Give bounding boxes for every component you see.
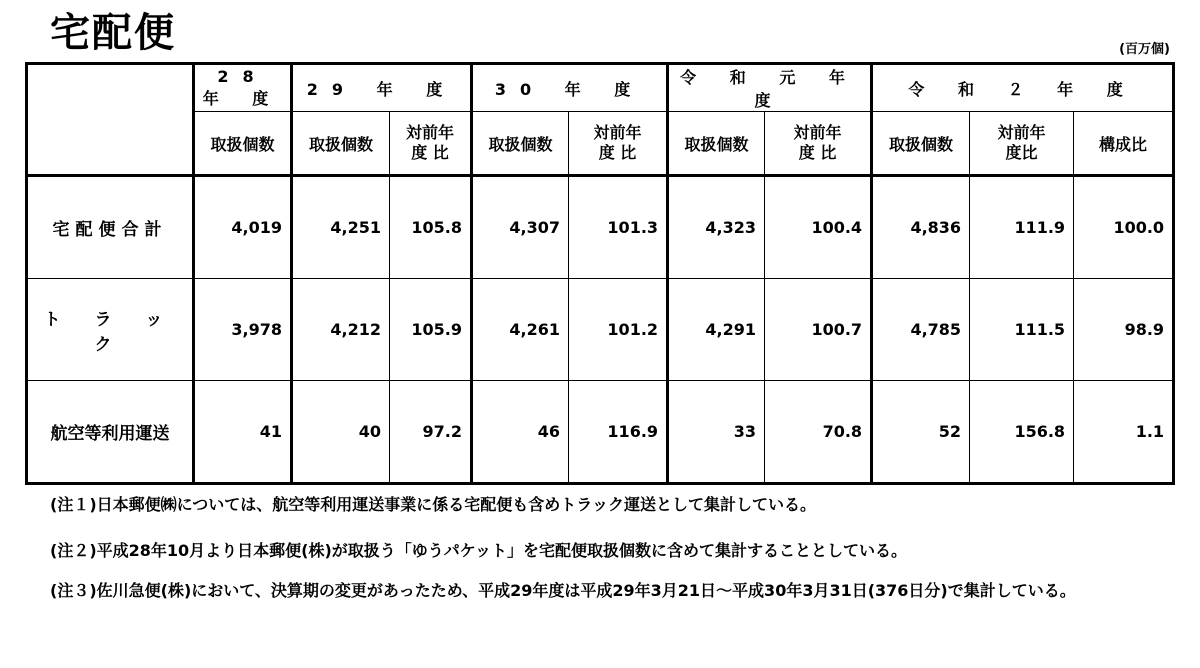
subheader-handled: 取扱個数 bbox=[292, 112, 390, 176]
notes bbox=[50, 494, 1180, 602]
note-3: (注３)佐川急便(株)において、決算期の変更があったため、平成29年度は平成29年3月21日～平成30年3月31日(376日分)で集計している。 bbox=[50, 581, 1076, 600]
table-cell: 4,212 bbox=[292, 279, 390, 381]
table-cell: 4,251 bbox=[292, 176, 390, 279]
year-header-r2: 令 和 ２ 年 度 bbox=[872, 64, 1174, 112]
table-row bbox=[27, 381, 1174, 484]
table-cell: 41 bbox=[194, 381, 292, 484]
subheader-composition: 構成比 bbox=[1074, 112, 1174, 176]
table-cell: 4,261 bbox=[472, 279, 569, 381]
table-cell: 4,291 bbox=[668, 279, 765, 381]
table-cell: 156.8 bbox=[970, 381, 1074, 484]
table-cell: 46 bbox=[472, 381, 569, 484]
year-header-row bbox=[27, 64, 1174, 112]
table-cell: 1.1 bbox=[1074, 381, 1174, 484]
table-cell: 4,019 bbox=[194, 176, 292, 279]
table-cell: 4,836 bbox=[872, 176, 970, 279]
table-cell: 70.8 bbox=[765, 381, 872, 484]
table-cell: 100.0 bbox=[1074, 176, 1174, 279]
table-cell: 105.9 bbox=[390, 279, 472, 381]
note-2: (注２)平成28年10月より日本郵便(株)が取扱う「ゆうパケット」を宅配便取扱個数に含めて集計することとしている。 bbox=[50, 541, 907, 560]
table-row bbox=[27, 279, 1174, 381]
year-header-30: 30 年 度 bbox=[472, 64, 668, 112]
corner-cell bbox=[27, 64, 194, 176]
subheader-yoy: 対前年 度 比 bbox=[390, 112, 472, 176]
table-cell: 98.9 bbox=[1074, 279, 1174, 381]
table-cell: 101.3 bbox=[569, 176, 668, 279]
table-cell: 101.2 bbox=[569, 279, 668, 381]
table-cell: 52 bbox=[872, 381, 970, 484]
table-cell: 111.5 bbox=[970, 279, 1074, 381]
subheader-yoy: 対前年 度 比 bbox=[765, 112, 872, 176]
row-label-truck: ト ラ ッ ク bbox=[27, 279, 194, 381]
subheader-handled: 取扱個数 bbox=[194, 112, 292, 176]
table-cell: 33 bbox=[668, 381, 765, 484]
table-cell: 100.4 bbox=[765, 176, 872, 279]
table-row bbox=[27, 176, 1174, 279]
table-cell: 100.7 bbox=[765, 279, 872, 381]
table-cell: 4,323 bbox=[668, 176, 765, 279]
subheader-yoy: 対前年 度比 bbox=[970, 112, 1074, 176]
table-cell: 116.9 bbox=[569, 381, 668, 484]
subheader-handled: 取扱個数 bbox=[872, 112, 970, 176]
year-header-r1: 令 和 元 年 度 bbox=[668, 64, 872, 112]
table-cell: 111.9 bbox=[970, 176, 1074, 279]
table-cell: 4,785 bbox=[872, 279, 970, 381]
table-cell: 40 bbox=[292, 381, 390, 484]
year-header-29: 29 年 度 bbox=[292, 64, 472, 112]
sub-header-row bbox=[27, 112, 1174, 176]
subheader-yoy: 対前年 度 比 bbox=[569, 112, 668, 176]
row-label-total: 宅配便合計 bbox=[27, 176, 194, 279]
table-cell: 97.2 bbox=[390, 381, 472, 484]
delivery-table bbox=[25, 62, 1175, 485]
table-cell: 4,307 bbox=[472, 176, 569, 279]
page-title: 宅配便 bbox=[50, 10, 176, 56]
unit-label: (百万個) bbox=[1119, 42, 1170, 57]
table-cell: 3,978 bbox=[194, 279, 292, 381]
table-cell: 105.8 bbox=[390, 176, 472, 279]
year-header-28: 28 年 度 bbox=[194, 64, 292, 112]
subheader-handled: 取扱個数 bbox=[668, 112, 765, 176]
subheader-handled: 取扱個数 bbox=[472, 112, 569, 176]
note-1: (注１)日本郵便㈱については、航空等利用運送事業に係る宅配便も含めトラック運送として集計している。 bbox=[50, 495, 816, 514]
row-label-air: 航空等利用運送 bbox=[27, 381, 194, 484]
